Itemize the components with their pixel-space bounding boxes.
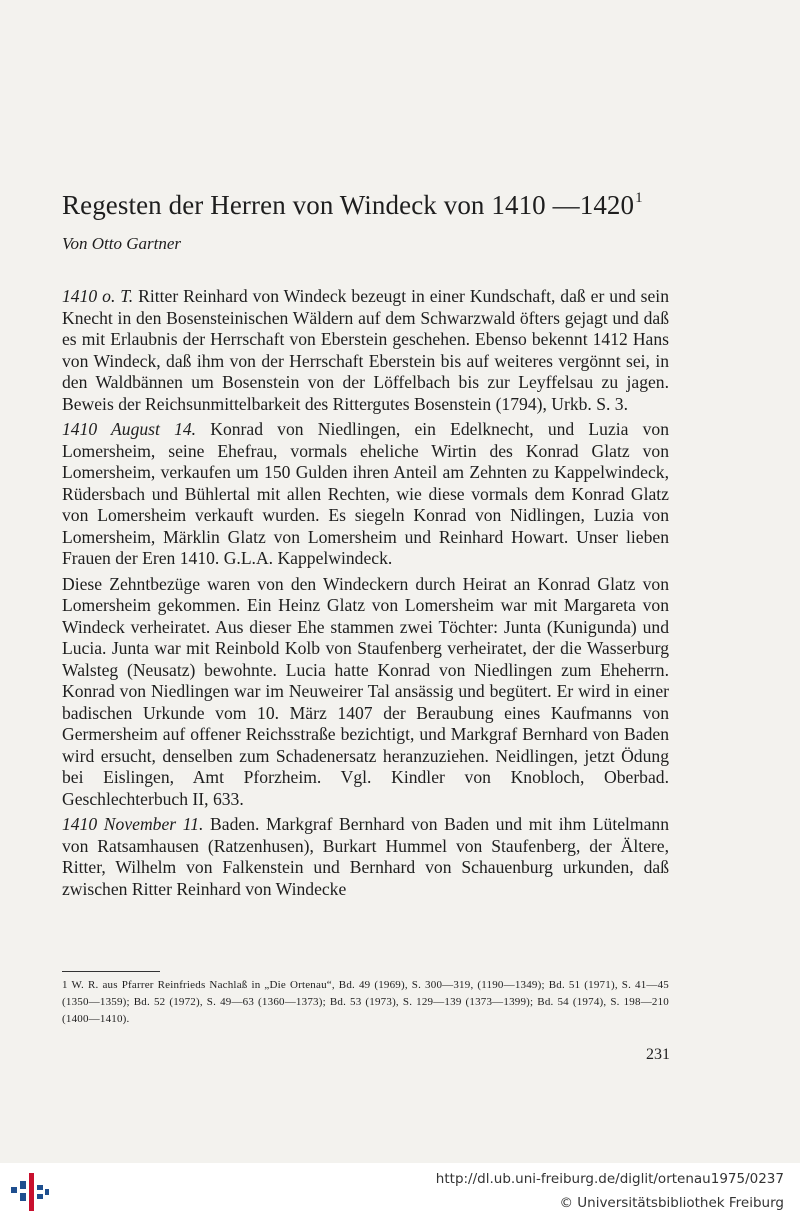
- entry-date: 1410 August 14.: [62, 419, 197, 439]
- viewer-footer: [0, 1163, 800, 1220]
- entry-paragraph: [62, 286, 669, 415]
- title-footnote-mark[interactable]: 1: [635, 190, 643, 206]
- entry-text: Ritter Reinhard von Windeck bezeugt in einer Kundschaft, daß er und sein Knecht in den Bosensteinischen Wäldern auf dem Schwarzwald öfters gejagt und daß es mit Erlaubnis der Herrschaft von Eberstein geschehen. Ebenso bekennt 1412 Hans von Windeck, daß ihm von der Herrschaft Eberstein bis auf weiteres vergönnt sei, in den Waldbännen um Bosenstein von der Löffelbach bis zur Leyffelsau zu jagen. Beweis der Reichsunmittelbarkeit des Rittergutes Bosenstein (1794), Urkb. S. 3.: [62, 286, 669, 414]
- entry-paragraph: [62, 419, 669, 570]
- article-title: [62, 180, 742, 223]
- entry-paragraph: [62, 574, 669, 811]
- ub-freiburg-logo-icon[interactable]: [10, 1171, 50, 1213]
- entry-text: Diese Zehntbezüge waren von den Windeckern durch Heirat an Konrad Glatz von Lomersheim gekommen. Ein Heinz Glatz von Lomersheim war mit Margareta von Windeck verheiratet. Aus dieser Ehe stammen zwei Töchter: Junta (Kunigunda) und Lucia. Junta war mit Reinbold Kolb von Staufenberg verheiratet, der die Wasserburg Walsteg (Neusatz) bewohnte. Lucia hatte Konrad von Niedlingen zum Eheherrn. Konrad von Niedlingen war im Neuweirer Tal ansässig und begütert. Er wird in einer badischen Urkunde vom 10. März 1407 der Beraubung eines Kaufmanns von Germersheim auf offener Reichsstraße bezichtigt, und Markgraf Bernhard von Baden wird ersucht, denselben zum Schadenersatz heranzuziehen. Neidlingen, jetzt Ödung bei Eislingen, Amt Pforzheim. Vgl. Kindler von Knobloch, Oberbad. Geschlechterbuch II, 633.: [62, 573, 669, 809]
- copyright-notice: © Universitätsbibliothek Freiburg: [559, 1195, 784, 1211]
- permalink-url[interactable]: http://dl.ub.uni-freiburg.de/diglit/ortenau1975/0237: [435, 1171, 784, 1187]
- entry-date: 1410 November 11.: [62, 814, 204, 834]
- entry-text: Konrad von Niedlingen, ein Edelknecht, und Luzia von Lomersheim, seine Ehefrau, vormals eheliche Wirtin des Konrad Glatz von Lomersheim, verkaufen um 150 Gulden ihren Anteil am Zehnten zu Kappelwindeck, Rüdersbach und Bühlertal mit allen Rechten, wie diese vormals dem Konrad Glatz von Lomersheim verkauft wurden. Es siegeln Konrad von Nidlingen, Luzia von Lomersheim, Märklin Glatz von Lomersheim und Reinhard Howart. Unser lieben Frauen der Eren 1410. G.L.A. Kappelwindeck.: [62, 419, 670, 568]
- footnote-divider: [62, 971, 160, 972]
- entry-paragraph: [62, 814, 669, 900]
- article-body: [62, 286, 669, 904]
- footnote: 1 W. R. aus Pfarrer Reinfrieds Nachlaß in „Die Ortenau“, Bd. 49 (1969), S. 300—319, (1190—1349); Bd. 51 (1971), S. 41—45 (1350—1359); Bd. 52 (1972), S. 49—63 (1360—1373); Bd. 53 (1973), S. 129—139 (1373—1399); Bd. 54 (1974), S. 198—210 (1400—1410).: [62, 979, 669, 1025]
- page-number: 231: [646, 1046, 670, 1063]
- article-title-text: Regesten der Herren von Windeck von 1410 —1420: [62, 190, 635, 220]
- article-author: Von Otto Gartner: [62, 234, 181, 253]
- entry-date: 1410 o. T.: [62, 286, 134, 306]
- entry-text: Baden. Markgraf Bernhard von Baden und mit ihm Lütelmann von Ratsamhausen (Ratzenhusen), Burkart Hummel von Staufenberg, der Ältere, Ritter, Wilhelm von Falkenstein und Bernhard von Schauenburg urkunden, daß zwischen Ritter Reinhard von Windecke: [62, 814, 669, 899]
